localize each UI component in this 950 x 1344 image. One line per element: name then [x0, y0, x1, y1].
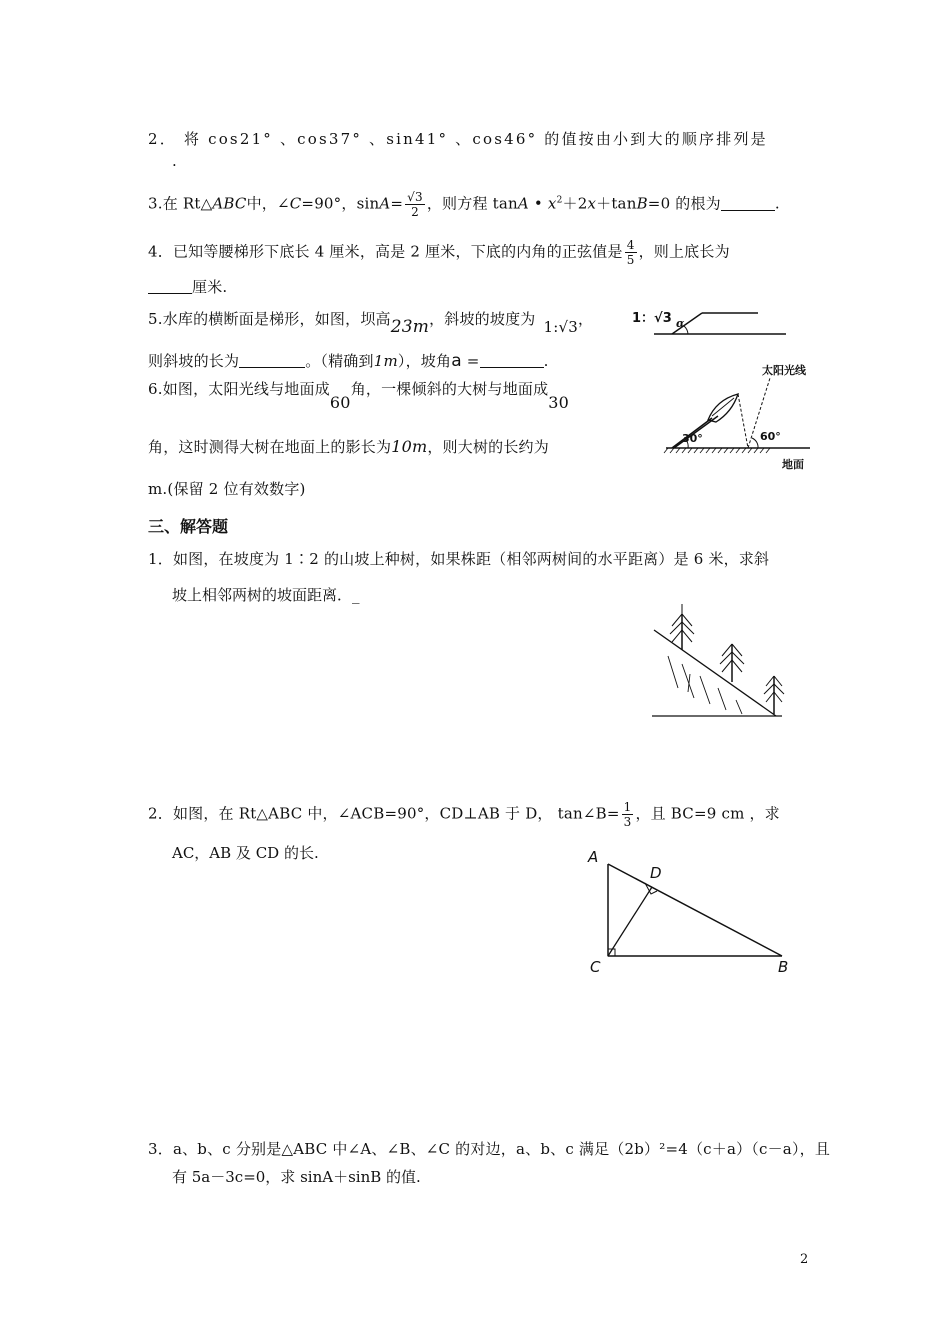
q6-text-d: ，则大树的长约为 [427, 438, 549, 456]
q5-line [148, 308, 594, 337]
q2-line [148, 128, 768, 149]
q4-text-c: 厘米. [192, 278, 228, 296]
section-heading: 三、解答题 [148, 517, 229, 536]
q4-line2 [148, 276, 227, 297]
q6-text-e: m.(保留 2 位有效数字) [148, 480, 306, 498]
q3-text-h: ＋2 [562, 194, 588, 213]
triangle-figure [586, 846, 796, 976]
q4-frac-num: 4 [626, 238, 635, 252]
q2-dot: . [172, 152, 177, 170]
p2-fraction [622, 800, 634, 829]
p2-frac-num: 1 [623, 800, 632, 814]
q6-60: 60 [329, 393, 351, 412]
vertex-A: A [588, 848, 599, 866]
q6-line3 [148, 478, 306, 499]
q5-text-a: 5.水库的横断面是梯形，如图，坝高 [148, 310, 391, 328]
vertex-D: D [650, 864, 662, 882]
q3-line [148, 190, 780, 219]
q6-text-a: 6.如图，太阳光线与地面成 [148, 380, 330, 398]
q6-text-c: 角，这时测得大树在地面上的影长为 [148, 438, 392, 456]
p3-line2: 有 5a－3c=0，求 sinA＋sinB 的值. [172, 1168, 421, 1186]
q5-alpha: a [451, 351, 462, 371]
angle-30-label: 30° [682, 432, 703, 445]
q6-line [148, 378, 570, 412]
p3-text-a: 3．a、b、c 分别是△ABC 中∠A、∠B、∠C 的对边，a、b、c 满足（2b）²=4（c＋a）（c－a），且 [148, 1140, 831, 1158]
q5-end: . [543, 352, 549, 370]
q5-text-b: ，斜坡的坡度为 [429, 310, 536, 328]
dam-alpha: α [676, 317, 685, 330]
q4-line [148, 238, 730, 267]
q3-B: B [636, 194, 648, 213]
q2-number: 2． [148, 130, 177, 148]
q4-text-b: ，则上底长为 [638, 242, 730, 261]
page-number: 2 [800, 1252, 809, 1267]
q5-angle-blank[interactable] [480, 353, 544, 368]
p2-text-a: 2．如图，在 Rt△ABC 中，∠ACB=90°，CD⊥AB 于 D， tan∠B= [148, 804, 620, 823]
q3-end: . [774, 194, 780, 213]
ground-label: 地面 [782, 458, 804, 471]
vertex-C: C [590, 958, 601, 976]
slope-trees-figure [650, 604, 792, 722]
q5-eq: = [461, 352, 480, 370]
p1-line2: 坡上相邻两树的坡面距离．_ [172, 586, 360, 604]
dam-label: 1：√3 [632, 311, 672, 326]
q6-30: 30 [548, 393, 570, 412]
q3-frac-den: 2 [411, 205, 419, 219]
q5-ratio: 1: [543, 318, 559, 336]
q3-text-i: ＋tan [596, 194, 637, 213]
q6-length: 10m [391, 437, 428, 456]
q3-eq: = [390, 194, 404, 213]
p2-text-b: ，且 BC=9 cm ，求 [635, 804, 780, 823]
q4-frac-den: 5 [626, 253, 635, 267]
q3-text-e: ，则方程 tan [426, 194, 518, 213]
q3-text-j: =0 的根为 [647, 194, 721, 213]
sun-ray-label: 太阳光线 [762, 364, 806, 377]
q5-unit: 1m [373, 352, 398, 370]
vertex-B: B [778, 958, 789, 976]
q3-A2: A [517, 194, 529, 213]
p2-frac-den: 3 [623, 815, 632, 829]
q3-x2: x [587, 194, 597, 213]
q3-dot-op: • [528, 194, 548, 213]
q5-text-e: 。（精确到 [305, 352, 374, 370]
q3-frac-num: √3 [407, 190, 423, 204]
q4-text-a: 4．已知等腰梯形下底长 4 厘米，高是 2 厘米，下底的内角的正弦值是 [148, 242, 623, 261]
q5-height: 23m [390, 317, 430, 337]
q3-answer-blank[interactable] [721, 196, 775, 211]
q3-text-d: =90°，sin [301, 194, 380, 213]
p3-line [148, 1138, 830, 1159]
q3-fraction [405, 190, 425, 219]
q5-text-f: ），坡角 [397, 352, 452, 370]
q5-text-d: 则斜坡的长为 [148, 352, 240, 370]
p2-line [148, 800, 780, 829]
q5-length-blank[interactable] [239, 353, 305, 368]
q3-x: x [547, 194, 557, 213]
p1-line [148, 548, 769, 569]
q4-answer-blank[interactable] [148, 279, 192, 294]
angle-60-label: 60° [760, 430, 781, 443]
q4-fraction [625, 238, 637, 267]
q3-text-a: 3.在 Rt△ [148, 194, 213, 213]
q2-text: 将 cos21° 、cos37° 、sin41° 、cos46° 的值按由小到大的顺序排列是 [183, 130, 768, 148]
q3-abc: ABC [212, 194, 247, 213]
q3-text-b: 中，∠ [246, 194, 290, 213]
q5-line2 [148, 350, 549, 371]
p1-text-a: 1．如图，在坡度为 1∶2 的山坡上种树，如果株距（相邻两树间的水平距离）是 6 米，求斜 [148, 550, 770, 568]
q5-sqrt: √3 [558, 318, 578, 336]
p2-line2: AC，AB 及 CD 的长. [172, 844, 319, 862]
q3-c: C [289, 194, 302, 213]
q3-sup: 2 [556, 195, 563, 206]
q3-A: A [379, 194, 391, 213]
q6-line2 [148, 436, 549, 457]
q5-text-c: ， [578, 310, 594, 328]
q6-text-b: 角，一棵倾斜的大树与地面成 [350, 380, 549, 398]
